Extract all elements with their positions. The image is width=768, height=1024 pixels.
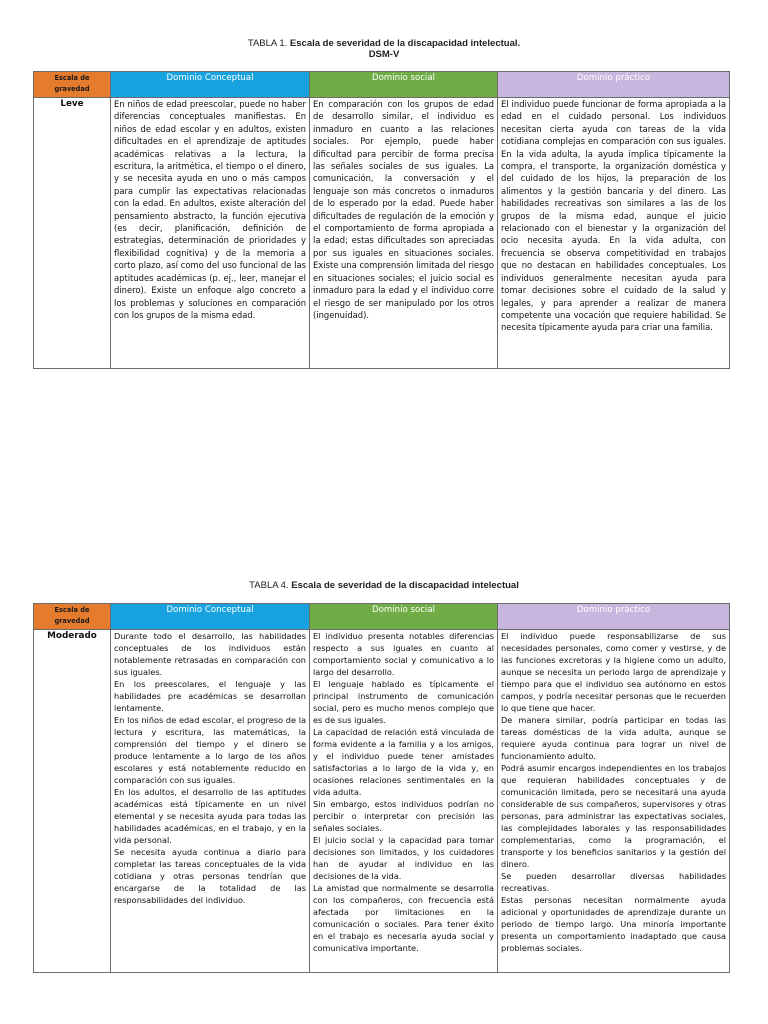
- paragraph: De manera similar, podría participar en todas las tareas domésticas de la vida adulta, aunque se requiere ayuda continua para lograr un nivel de funcionamiento adulto.: [501, 715, 726, 761]
- paragraph: El individuo presenta notables diferencias respecto a sus iguales en cuanto al comportamiento social y comunicativo a lo largo del desarrollo.: [313, 631, 494, 677]
- paragraph: Estas personas necesitan normalmente ayuda adicional y oportunidades de aprendizaje durante un periodo de tiempo largo. Una minoría importante presenta un comportamiento inadaptado que causa problemas sociales.: [501, 895, 726, 953]
- conceptual-text: En niños de edad preescolar, puede no haber diferencias conceptuales manifiestas. En niños de edad escolar y en adultos, existen dificultades en el aprendizaje de aptitudes académicas relativas a la lectura, la escritura, la aritmética, el tiempo o el dinero, y se necesita ayuda en uno o más campos para cumplir las expectativas relacionadas con la edad. En adultos, existe alteración del pensamiento abstracto, la función ejecutiva (es decir, planificación, definición de estrategias, determinación de prioridades y flexibilidad cognitiva) y de la memoria a corto plazo, así como del uso funcional de las aptitudes académicas (p. ej., leer, manejar el dinero). Existe un enfoque algo concreto a los problemas y soluciones en comparación con los grupos de la misma edad.: [111, 98, 310, 369]
- header-conceptual: Dominio Conceptual: [111, 72, 310, 98]
- paragraph: En los adultos, el desarrollo de las aptitudes académicas está típicamente en un nivel elemental y se necesita ayuda para todas las habilidades académicas, en el trabajo, y en la vida personal.: [114, 787, 306, 845]
- severity-level: Leve: [34, 98, 111, 369]
- paragraph: En los preescolares, el lenguaje y las habilidades pre académicas se desarrollan lentamente.: [114, 679, 306, 713]
- paragraph: Sin embargo, estos individuos podrían no percibir o interpretar con precisión las señales sociales.: [313, 799, 494, 833]
- table4-row-moderado: [34, 630, 730, 973]
- header-social: Dominio social: [310, 72, 498, 98]
- practical-text: El individuo puede funcionar de forma apropiada a la edad en el cuidado personal. Los individuos necesitan cierta ayuda con tareas de la vida cotidiana complejas en comparación con sus iguales. En la vida adulta, la ayuda implica típicamente la compra, el transporte, la organización doméstica y del cuidado de los hijos, la preparación de los alimentos y la gestión bancaria y del dinero. Las habilidades recreativas son similares a las de los grupos de la misma edad, aunque el juicio relacionado con el bienestar y la organización del ocio necesita ayuda. En la vida adulta, con frecuencia se observa competitividad en trabajos que no destacan en habilidades conceptuales. Los individuos generalmente necesitan ayuda para tomar decisiones sobre el cuidado de la salud y legales, y para aprender a realizar de manera competente una vocación que requiere habilidad. Se necesita típicamente ayuda para criar una familia.: [498, 98, 730, 369]
- practical-text: [498, 630, 730, 973]
- table1-row-leve: [34, 98, 730, 369]
- header-severity: Escala de gravedad: [34, 72, 111, 98]
- paragraph: El individuo puede responsabilizarse de sus necesidades personales, como comer y vestirse, y de las funciones excretoras y la higiene como un adulto, aunque se necesita un periodo largo de aprendizaje y tiempo para que el individuo sea autónomo en estos campos, y podría necesitar personas que le recuerden lo que tiene que hacer.: [501, 631, 726, 713]
- paragraph: La capacidad de relación está vinculada de forma evidente a la familia y a los amigos, y el individuo puede tener amistades satisfactorias a lo largo de la vida y, en ocasiones relaciones sentimentales en la vida adulta.: [313, 727, 494, 797]
- header-practical: Dominio práctico: [498, 604, 730, 630]
- paragraph: Se pueden desarrollar diversas habilidades recreativas.: [501, 871, 726, 893]
- header-social: Dominio social: [310, 604, 498, 630]
- table4-caption: [0, 580, 768, 591]
- header-practical: Dominio práctico: [498, 72, 730, 98]
- paragraph: Podrá asumir encargos independientes en los trabajos que requieran habilidades conceptuales y de comunicación limitada, pero se necesitará una ayuda considerable de sus compañeros, supervisores y otras personas, para administrar las expectativas sociales, las complejidades laborales y las responsabilidades complementarias, como la programación, el transporte y los beneficios sanitarios y la gestión del dinero.: [501, 763, 726, 869]
- paragraph: El juicio social y la capacidad para tomar decisiones son limitados, y los cuidadores han de ayudar al individuo en las decisiones de la vida.: [313, 835, 494, 881]
- table1-caption-title: Escala de severidad de la discapacidad intelectual.: [289, 38, 521, 49]
- table1-caption-subtitle: DSM-V: [368, 49, 400, 60]
- table1-caption: [0, 38, 768, 60]
- severity-table-4: [33, 603, 730, 973]
- table4-header-row: [34, 604, 730, 630]
- conceptual-text: [111, 630, 310, 973]
- header-severity: Escala de gravedad: [34, 604, 111, 630]
- paragraph: Durante todo el desarrollo, las habilidades conceptuales de los individuos están notablemente retrasadas en comparación con sus iguales.: [114, 631, 306, 677]
- paragraph: La amistad que normalmente se desarrolla con los compañeros, con frecuencia está afectada por limitaciones en la comunicación o sociales. Para tener éxito en el trabajo es necesaria ayuda social y comunicativa importante.: [313, 883, 494, 953]
- severity-table-1: [33, 71, 730, 369]
- social-text: [310, 630, 498, 973]
- paragraph: Se necesita ayuda continua a diario para completar las tareas conceptuales de la vida cotidiana y otras personas tendrían que encargarse de la totalidad de las responsabilidades del individuo.: [114, 847, 306, 905]
- severity-level: Moderado: [34, 630, 111, 973]
- table1-caption-prefix: TABLA 1.: [247, 38, 288, 49]
- paragraph: En los niños de edad escolar, el progreso de la lectura y escritura, las matemáticas, la comprensión del tiempo y el dinero se produce lentamente a lo largo de los años escolares y está notablemente reducido en comparación con sus iguales.: [114, 715, 306, 785]
- paragraph: El lenguaje hablado es típicamente el principal instrumento de comunicación social, pero es mucho menos complejo que es de sus iguales.: [313, 679, 494, 725]
- table4-caption-title: Escala de severidad de la discapacidad intelectual: [291, 580, 519, 591]
- table4-caption-prefix: TABLA 4.: [249, 580, 289, 591]
- header-conceptual: Dominio Conceptual: [111, 604, 310, 630]
- social-text: En comparación con los grupos de edad de desarrollo similar, el individuo es inmaduro en cuanto a las relaciones sociales. Por ejemplo, puede haber dificultad para percibir de forma precisa las señales sociales de sus iguales. La comunicación, la conversación y el lenguaje son más concretos o inmaduros de lo esperado por la edad. Puede haber dificultades de regulación de la emoción y el comportamiento de forma apropiada a la edad; estas dificultades son apreciadas por sus iguales en situaciones sociales. Existe una comprensión limitada del riesgo en situaciones sociales; el juicio social es inmaduro para la edad y el individuo corre el riesgo de ser manipulado por los otros (ingenuidad).: [310, 98, 498, 369]
- table1-header-row: [34, 72, 730, 98]
